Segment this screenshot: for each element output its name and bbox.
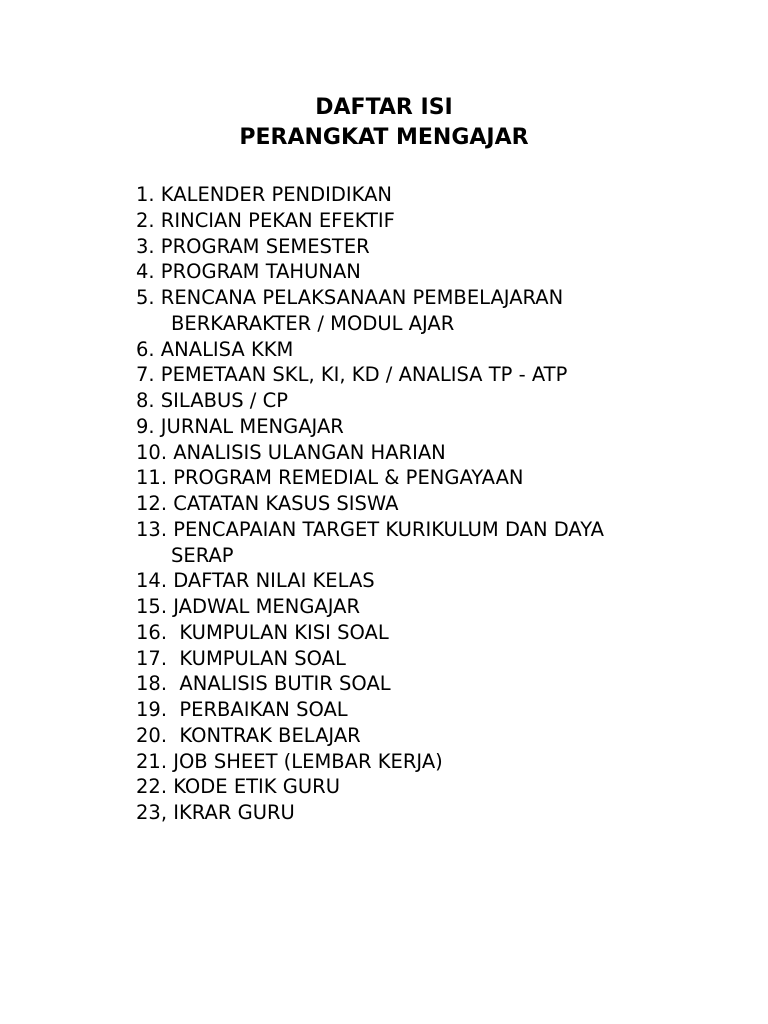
list-item: 2. RINCIAN PEKAN EFEKTIF — [136, 208, 395, 232]
list-item: 23, IKRAR GURU — [136, 801, 295, 824]
document-title: DAFTAR ISI — [315, 95, 453, 120]
list-item: 21. JOB SHEET (LEMBAR KERJA) — [136, 749, 443, 773]
list-item: 13. PENCAPAIAN TARGET KURIKULUM DAN DAYA — [136, 517, 604, 541]
document-subtitle: PERANGKAT MENGAJAR — [239, 125, 529, 150]
list-item: 4. PROGRAM TAHUNAN — [136, 260, 361, 284]
list-item: 19. PERBAIKAN SOAL — [136, 698, 348, 721]
list-item: 10. ANALISIS ULANGAN HARIAN — [136, 440, 446, 464]
table-of-contents — [136, 182, 736, 826]
list-item: 5. RENCANA PELAKSANAAN PEMBELAJARAN — [136, 286, 564, 309]
list-item: 3. PROGRAM SEMESTER — [136, 234, 370, 258]
list-item: 11. PROGRAM REMEDIAL & PENGAYAAN — [136, 466, 524, 490]
list-item: 20. KONTRAK BELAJAR — [136, 723, 361, 747]
list-item: 22. KODE ETIK GURU — [136, 775, 340, 799]
list-item-continuation: SERAP — [171, 543, 234, 567]
list-item: 17. KUMPULAN SOAL — [136, 646, 346, 670]
list-item: 1. KALENDER PENDIDIKAN — [136, 183, 393, 206]
list-item: 7. PEMETAAN SKL, KI, KD / ANALISA TP - ATP — [136, 363, 568, 387]
list-item-continuation: BERKARAKTER / MODUL AJAR — [171, 311, 455, 335]
list-item: 9. JURNAL MENGAJAR — [136, 414, 344, 438]
list-item: 12. CATATAN KASUS SISWA — [136, 492, 399, 515]
list-item: 15. JADWAL MENGAJAR — [136, 595, 361, 618]
list-item: 8. SILABUS / CP — [136, 389, 288, 412]
list-item: 14. DAFTAR NILAI KELAS — [136, 569, 375, 593]
list-item: 18. ANALISIS BUTIR SOAL — [136, 672, 391, 696]
list-item: 16. KUMPULAN KISI SOAL — [136, 620, 389, 644]
list-item: 6. ANALISA KKM — [136, 337, 294, 361]
